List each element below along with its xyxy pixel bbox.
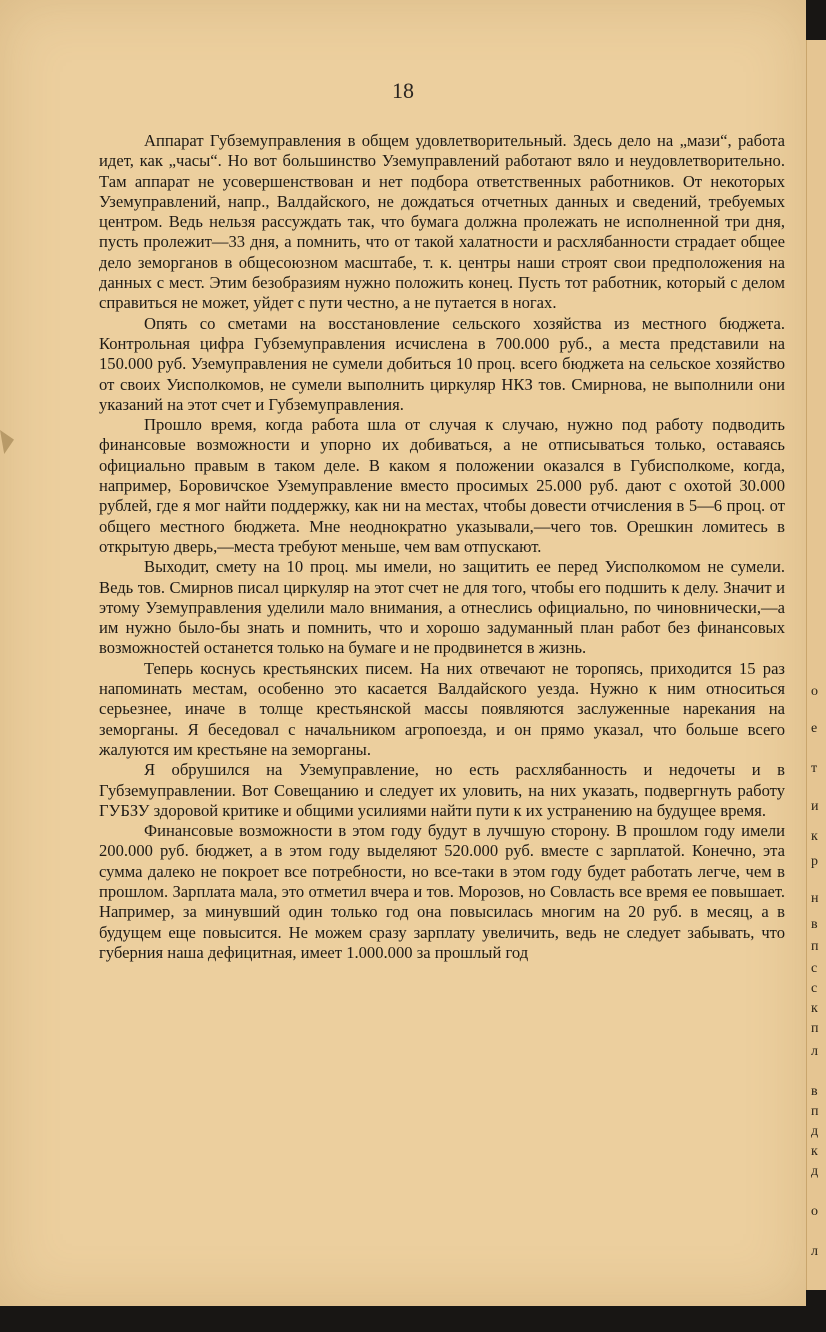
body-text — [99, 131, 785, 963]
margin-letter: и — [811, 799, 819, 814]
next-page-edge — [806, 40, 826, 1290]
margin-letter: л — [811, 1244, 818, 1259]
margin-letter: л — [811, 1044, 818, 1059]
page-number: 18 — [392, 78, 414, 103]
paragraph-2: Опять со сметами на восстановление сельского хозяйства из местного бюджета. Контрольная цифра Губземуправления исчислена в 700.000 руб., а места представили на 150.000 руб. Уземуправления не сумели добиться 10 проц. всего бюджета на сельское хозяйство от своих Уисполкомов, не сумели выполнить циркуляр НКЗ тов. Смирнова, не выполнили они указаний на этот счет и Губземуправления. — [99, 313, 785, 414]
margin-letter: к — [811, 1144, 818, 1159]
paragraph-4: Выходит, смету на 10 проц. мы имели, но защитить ее перед Уисполкомом не сумели. Ведь тов. Смирнов писал циркуляр на этот счет не для того, чтобы его подшить к делу. Значит и этому Уземуправления уделили мало внимания, а отнеслись официально, по чиновнически,—а им нужно было-бы знать и помнить, что и хорошо задуманный план работ без финансовых возможностей останется только на бумаге и не продвинется в жизнь. — [99, 557, 785, 658]
paragraph-5: Теперь коснусь крестьянских писем. На них отвечают не торопясь, приходится 15 раз напоминать местам, особенно это касается Валдайского уезда. Нужно к ним относиться серьезнее, иначе в толще крестьянской массы появляются заслуженные нарекания на земорганы. Я беседовал с начальником агропоезда, и он прямо указал, что больше всего жалуются им крестьяне на земорганы. — [99, 658, 785, 759]
paragraph-1: Аппарат Губземуправления в общем удовлетворительный. Здесь дело на „мази“, работа идет, как „часы“. Но вот большинство Уземуправлений работают вяло и неудовлетворительно. Там аппарат не усовершенствован и нет подбора ответственных работников. От некоторых Уземуправлений, напр., Валдайского, не дождаться отчетных данных и сведений, требуемых центром. Ведь нельзя рассуждать так, что бумага должна пролежать не исполненной три дня, пусть пролежит—33 дня, а помнить, что от такой халатности и расхлябанности страдает общее дело земорганов в общесоюзном масштабе, т. к. центры наши строят свои предположения на данных с мест. Этим безобразиям нужно положить конец. Пусть тот работник, который с делом справиться не может, уйдет с пути честно, а не путается в ногах. — [99, 131, 785, 313]
paragraph-7: Финансовые возможности в этом году будут в лучшую сторону. В прошлом году имели 200.000 руб. бюджет, а в этом году выделяют 520.000 руб. вместе с зарплатой. Конечно, эта сумма далеко не покроет все потребности, но все-таки в этом году будет работать легче, чем в прошлом. Зарплата мала, это отметил вчера и тов. Морозов, но Совласть все время ее повышает. Например, за минувший один только год она повысилась многим на 20 руб. в месяц, а в будущем еще повысится. Не можем сразу зарплату увеличить, ведь не следует забывать, что губерния наша дефицитная, имеет 1.000.000 за прошлый год — [99, 821, 785, 962]
margin-letter: о — [811, 684, 818, 699]
margin-letter: н — [811, 891, 819, 906]
margin-letter: д — [811, 1164, 819, 1179]
margin-letter: в — [811, 1084, 818, 1099]
margin-letter: о — [811, 1204, 818, 1219]
paragraph-6: Я обрушился на Уземуправление, но есть расхлябанность и недочеты и в Губземуправлении. Вот Совещанию и следует их уловить, на них указать, подвергнуть работу ГУБЗУ здоровой критике и общими усилиями найти пути к их устранению на будущее время. — [99, 760, 785, 820]
margin-letter: д — [811, 1124, 819, 1139]
margin-letter: в — [811, 917, 818, 932]
margin-letter: к — [811, 829, 818, 844]
margin-letter: п — [811, 1021, 819, 1036]
page-tear — [0, 430, 14, 454]
margin-letter: п — [811, 939, 819, 954]
margin-letter: р — [811, 854, 818, 869]
margin-letter: с — [811, 961, 818, 976]
paragraph-3: Прошло время, когда работа шла от случая к случаю, нужно под работу подводить финансовые возможности и упорно их добиваться, а не отписываться только, оставаясь официально правым в таком деле. В каком я положении оказался в Губисполкоме, когда, например, Боровичское Уземуправление вместо просимых 25.000 руб. дают с охотой 30.000 рублей, где я мог найти поддержку, как ни на местах, чтобы довести отчисления в 5—6 проц. от общего местного бюджета. Мне неоднократно указывали,—чего тов. Орешкин ломитесь в открытую дверь,—места требуют меньше, чем вам отпускают. — [99, 415, 785, 556]
margin-letter: е — [811, 721, 818, 736]
margin-letter: с — [811, 981, 818, 996]
margin-letter: п — [811, 1104, 819, 1119]
margin-letter: т — [811, 761, 818, 776]
margin-letter: к — [811, 1001, 818, 1016]
